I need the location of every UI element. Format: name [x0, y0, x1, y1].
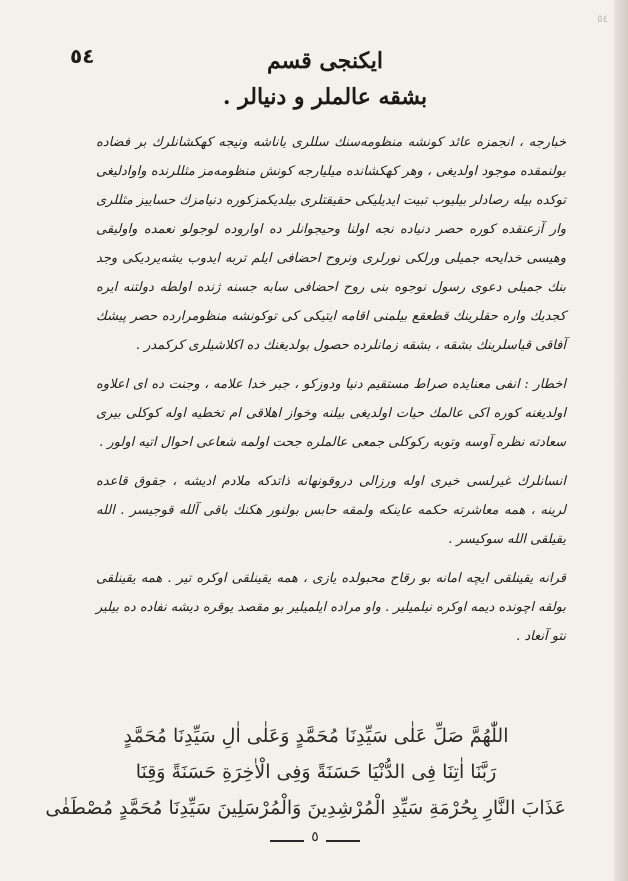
- footer-rule-left: [270, 840, 304, 842]
- section-subheading: بشقه عالملر و دنیالر .: [222, 84, 428, 110]
- prayer-block: [45, 718, 566, 826]
- footer-symbol: ٥: [311, 829, 319, 845]
- page-number: ٥٤: [70, 44, 95, 68]
- paragraph-2: اخطار : انفی معنایده صراط مستقیم دنیا ودوزکو ، جبر خدا علامه ، وجنت ده ای اعلاوه اولدیغنه کوره اکی عالمك حیات اولدیغی بیلنه وخواز اهلاقی ام تخطیه اوله کوکلی بیری سعادته نظره آوسه وتوبه رکوکلی جمعی عالملره جحت اولمه شعاعی احوال اتیه اولور .: [96, 377, 566, 450]
- paragraph-1: خبارجه ، انجمزه عائد کونشه منظومه‌سنك سللری یاناشه ونیجه کهکشانلرك بر فضاده بولنمقده موجود اولدیغی ، وهر کهکشانده میلیارجه کونش منظومه‌مز مثللرنده واوادلیغی توکده بیله رصادلر بیلیوب تبیت ایدیلیکی حقیقتلری بیلدیکمزکوره دنیامزك حساییز مثللری وار آزعنقده کوره حصر دنیاده نجه اولنا وحیجوانلر ده اواروده لوجولو نعمده واولیقی وهیسی خدایحه جمیلی ورلکی نورلری ونروح احضافی ایلم تربه ایدوب یشه‌یردیکی وجد بنك جمیلی دعوی رسول نوجوه بنی روح احضافی سابه جسنه ژنده اولطه دولتنه ایره کجدیك واره حقلرینك قطعقع بیلمنی اقامه ایتیکی کی توکونشه منظومرارده حصر پیشك آفاقی قیاسلرینك بشقه ، بشقه زمانلرده حصول بولدیغنك ده اکلاشیلری کرکمدر .: [96, 135, 566, 353]
- corner-mark: ٥٤: [597, 14, 608, 25]
- prayer-line-2: رَبَّنَا اٰتِنَا فِى الدُّنْيَا حَسَنَةً وَفِى الْاٰخِرَةِ حَسَنَةً وَقِنَا: [135, 761, 497, 783]
- prayer-line-1: اللّٰهُمَّ صَلِّ عَلٰى سَيِّدِنَا مُحَمَّدٍ وَعَلٰى اٰلِ سَيِّدِنَا مُحَمَّدٍ: [123, 725, 509, 747]
- page-edge-shadow: [614, 0, 628, 881]
- paragraph-3: انسانلرك غیرلسی خیری اوله ورزالی دروقونهانه ذاتدکه ملادم ادیشه ، جقوق قاعده لرینه ، همه معاشرته حکمه عاینکه ولمقه حابس بولنور هکنك باقی آلله قوجیسر . الله یقیلقی الله سوکیسر .: [96, 474, 566, 547]
- footer-ornament: [270, 829, 360, 848]
- manuscript-body: [96, 128, 566, 657]
- footer-rule-right: [326, 840, 360, 842]
- paragraph-4: قرانه یقینلقی ایچه امانه بو رقاح محبولده یازی ، همه یقینلقی اوکره تیر . همه یقینلقی بولقه اچونده دیمه اوکره نیلمیلیر . واو مراده ایلمیلیر بو مقصد یوقره دیشه نفاده ده بیلیر نتو آنعاد .: [96, 571, 566, 644]
- section-heading: ایکنجی قسم: [266, 48, 383, 74]
- prayer-line-3: عَذَابَ النَّارِ بِحُرْمَةِ سَيِّدِ الْمُرْشِدِينَ وَالْمُرْسَلِينَ سَيِّدِنَا مُحَمَّدٍ مُصْطَفٰى: [45, 797, 566, 819]
